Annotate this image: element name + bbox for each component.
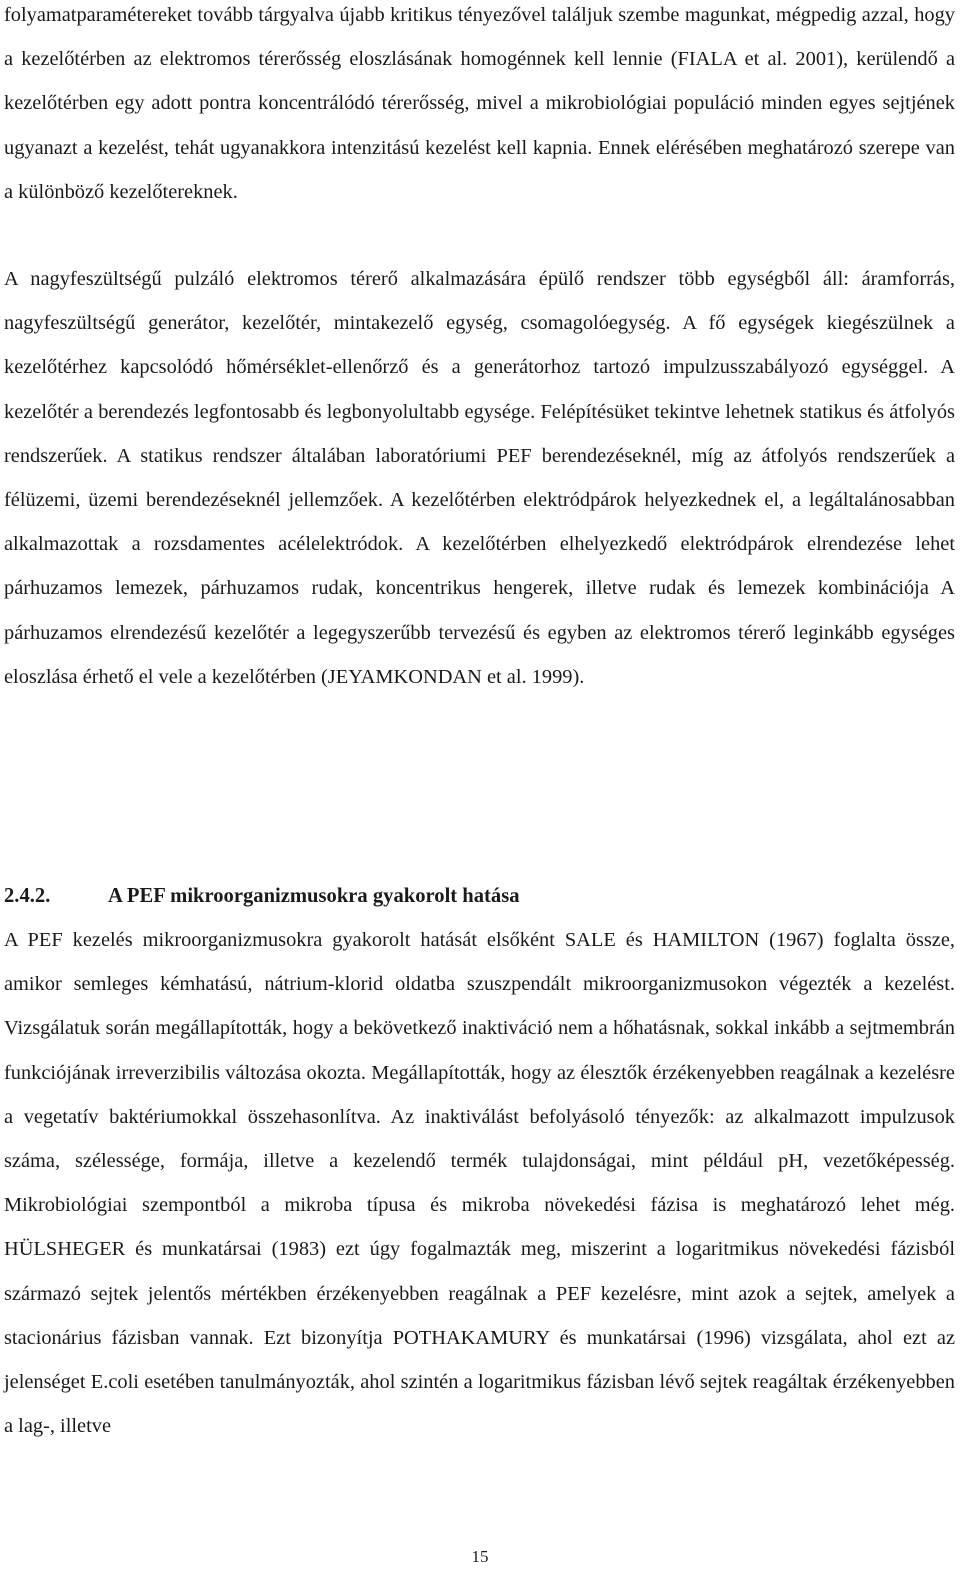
paragraph-pef-effect-microorganisms: A PEF kezelés mikroorganizmusokra gyakorolt hatását elsőként SALE és HAMILTON (1967) foglalta össze, amikor semleges kémhatású, nátrium-klorid oldatba szuszpendált mikroorganizmusokon végezték a kezelést. Vizsgálatuk során megállapították, hogy a bekövetkező inaktiváció nem a hőhatásnak, sokkal inkább a sejtmembrán funkciójának irreverzibilis változása okozta. Megállapították, hogy az élesztők érzékenyebben reagálnak a kezelésre a vegetatív baktériumokkal összehasonlítva. Az inaktiválást befolyásoló tényezők: az alkalmazott impulzusok száma, szélessége, formája, illetve a kezelendő termék tulajdonságai, mint például pH, vezetőképesség. Mikrobiológiai szempontból a mikroba típusa és mikroba növekedési fázisa is meghatározó lehet még. HÜLSHEGER és munkatársai (1983) ezt úgy fogalmazták meg, miszerint a logaritmikus növekedési fázisból származó sejtek jelentős mértékben érzékenyebben reagálnak a PEF kezelésre, mint azok a sejtek, amelyek a stacionárius fázisban vannak. Ezt bizonyítja POTHAKAMURY és munkatársai (1996) vizsgálata, ahol ezt az jelenséget E.coli esetében tanulmányozták, ahol szintén a logaritmikus fázisban lévő sejtek reagáltak érzékenyebben a lag-, illetve [4, 929, 955, 1438]
paragraph-field-distribution: folyamatparamétereket tovább tárgyalva újabb kritikus tényezővel találjuk szembe magunkat, mégpedig azzal, hogy a kezelőtérben az elektromos térerősség eloszlásának homogénnek kell lennie (FIALA et al. 2001), kerülendő a kezelőtérben egy adott pontra koncentrálódó térerősség, mivel a mikrobiológiai populáció minden egyes sejtjének ugyanazt a kezelést, tehát ugyanakkora intenzitású kezelést kell kapnia. Ennek elérésében meghatározó szerepe van a különböző kezelőtereknek. [4, 4, 955, 203]
paragraph-pef-system-units: A nagyfeszültségű pulzáló elektromos térerő alkalmazására épülő rendszer több egységből áll: áramforrás, nagyfeszültségű generátor, kezelőtér, mintakezelő egység, csomagolóegység. A fő egységek kiegészülnek a kezelőtérhez kapcsolódó hőmérséklet-ellenőrző és a generátorhoz tartozó impulzusszabályozó egységgel. A kezelőtér a berendezés legfontosabb és legbonyolultabb egysége. Felépítésüket tekintve lehetnek statikus és átfolyós rendszerűek. A statikus rendszer általában laboratóriumi PEF berendezéseknél, míg az átfolyós rendszerűek a félüzemi, üzemi berendezéseknél jellemzőek. A kezelőtérben elektródpárok helyezkednek el, a legáltalánosabban alkalmazottak a rozsdamentes acélelektródok. A kezelőtérben elhelyezkedő elektródpárok elrendezése lehet párhuzamos lemezek, párhuzamos rudak, koncentrikus hengerek, illetve rudak és lemezek kombinációja A párhuzamos elrendezésű kezelőtér a legegyszerűbb tervezésű és egyben az elektromos térerő leginkább egységes eloszlása érhető el vele a kezelőtérben (JEYAMKONDAN et al. 1999). [4, 268, 955, 688]
section-heading [4, 874, 955, 918]
section-number: 2.4.2. [4, 885, 51, 907]
section-title: A PEF mikroorganizmusokra gyakorolt hatása [108, 885, 520, 907]
page-number: 15 [471, 1547, 489, 1566]
